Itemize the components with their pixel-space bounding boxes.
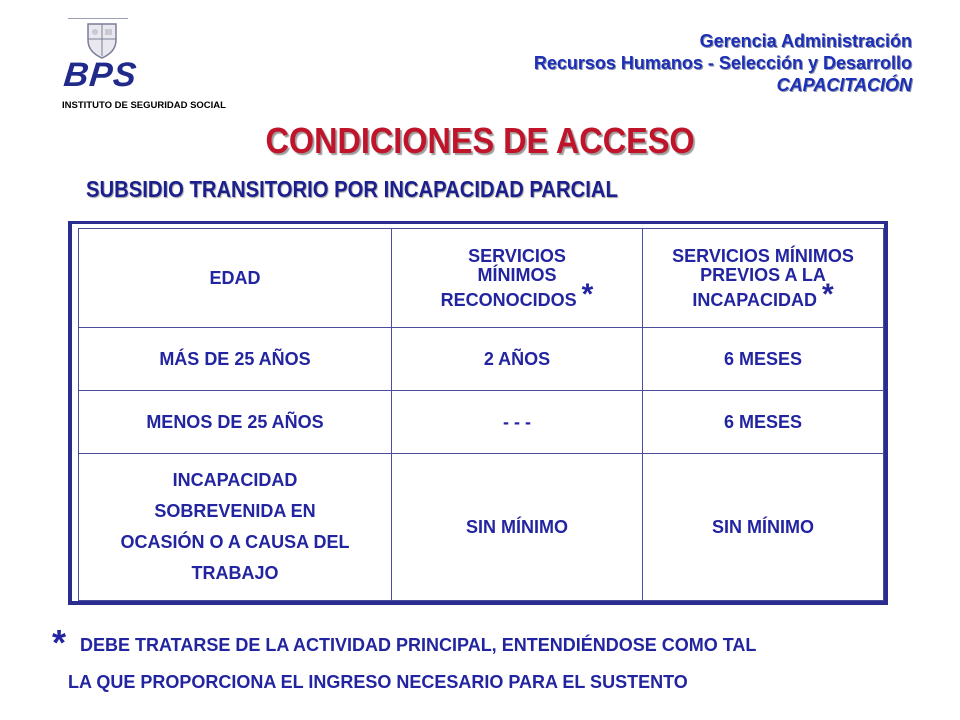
- page-subtitle: SUBSIDIO TRANSITORIO POR INCAPACIDAD PARCIAL: [86, 176, 618, 202]
- table-row: [79, 391, 884, 454]
- header-edad: EDAD: [79, 229, 392, 328]
- cell-reconocidos: - - -: [392, 391, 643, 454]
- footnote-line-2: LA QUE PROPORCIONA EL INGRESO NECESARIO PARA EL SUSTENTO: [68, 672, 688, 692]
- cell-previos: 6 MESES: [643, 391, 884, 454]
- header-col2-line2: MÍNIMOS: [477, 264, 557, 285]
- cell-edad: MENOS DE 25 AÑOS: [79, 391, 392, 454]
- cell-edad-line: SOBREVENIDA EN: [154, 501, 316, 521]
- asterisk-mark: *: [581, 277, 594, 311]
- header-col2-line3: RECONOCIDOS: [440, 289, 577, 310]
- conditions-table-frame: [68, 221, 888, 605]
- header-col3-line1: SERVICIOS MÍNIMOS: [672, 245, 854, 266]
- conditions-table: [78, 228, 884, 601]
- bps-logo: [62, 12, 226, 112]
- table-row: [79, 328, 884, 391]
- cell-edad-line: TRABAJO: [191, 563, 279, 583]
- logo-divider: [68, 18, 128, 19]
- header-servicios-previos: [643, 229, 884, 328]
- department-header: [534, 30, 912, 96]
- cell-edad-line: OCASIÓN O A CAUSA DEL: [120, 532, 350, 552]
- cell-reconocidos: SIN MÍNIMO: [392, 454, 643, 601]
- footnote: [52, 622, 932, 693]
- header-col3-line2: PREVIOS A LA: [700, 264, 826, 285]
- asterisk-mark: *: [822, 277, 834, 311]
- footnote-asterisk: *: [52, 622, 67, 663]
- institute-name: INSTITUTO DE SEGURIDAD SOCIAL: [62, 100, 226, 111]
- department-line-2: Recursos Humanos - Selección y Desarrollo: [533, 53, 912, 73]
- header-col2-line1: SERVICIOS: [468, 245, 566, 266]
- header-servicios-reconocidos: [392, 229, 643, 328]
- cell-edad: MÁS DE 25 AÑOS: [79, 328, 392, 391]
- cell-previos: 6 MESES: [643, 328, 884, 391]
- department-line-3: CAPACITACIÓN: [776, 75, 912, 95]
- cell-edad-line: INCAPACIDAD: [172, 470, 298, 490]
- table-row: [79, 454, 884, 601]
- cell-reconocidos: 2 AÑOS: [392, 328, 643, 391]
- cell-edad: [79, 454, 392, 601]
- header-col3-line3: INCAPACIDAD: [692, 289, 817, 310]
- department-line-1: Gerencia Administración: [699, 31, 912, 51]
- cell-previos: SIN MÍNIMO: [643, 454, 884, 601]
- bps-logo-text: BPS: [62, 56, 139, 94]
- footnote-line-1: DEBE TRATARSE DE LA ACTIVIDAD PRINCIPAL, ENTENDIÉNDOSE COMO TAL: [80, 635, 757, 655]
- table-header-row: [79, 229, 884, 328]
- coat-of-arms-icon: [82, 20, 122, 60]
- page-title: CONDICIONES DE ACCESO: [265, 120, 695, 161]
